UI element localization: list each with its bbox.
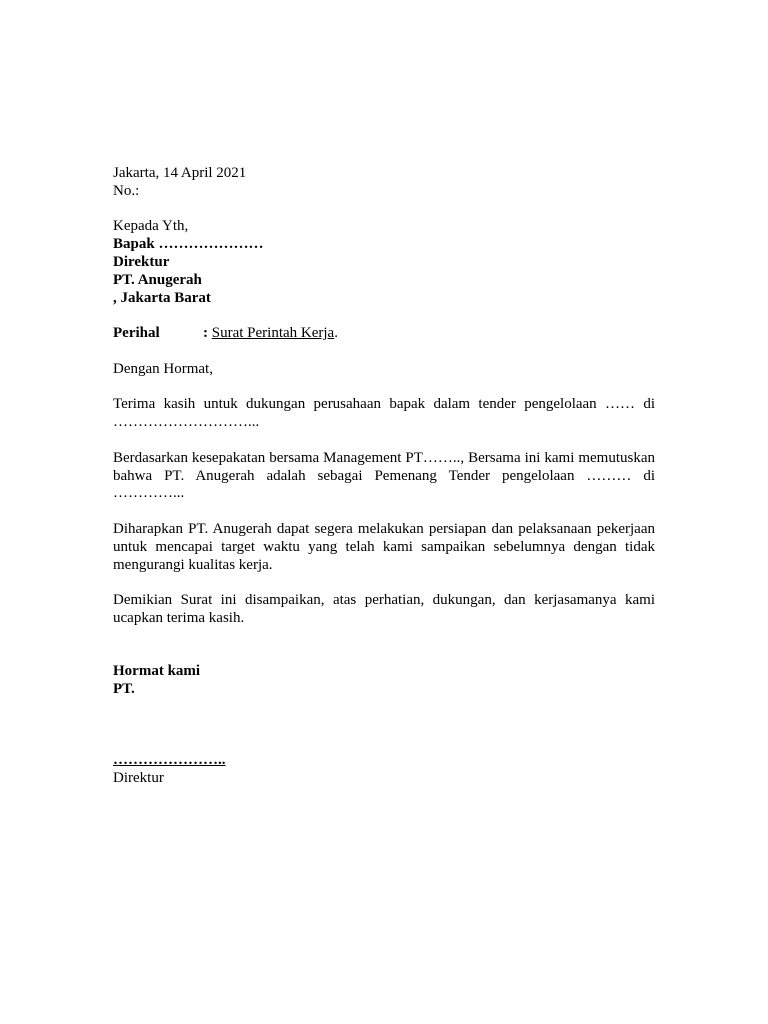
body-paragraph-3: Diharapkan PT. Anugerah dapat segera melakukan persiapan dan pelaksanaan pekerjaan untuk mencapai target waktu yang telah kami sampaikan sebelumnya dengan tidak mengurangi kualitas kerja. [113, 520, 655, 573]
spacer [113, 379, 655, 397]
signature-line: ………………….. [113, 752, 226, 769]
subject-text: Surat Perintah Kerja [211, 325, 335, 342]
spacer [113, 503, 655, 521]
spacer [113, 628, 655, 663]
place-date: Jakarta, 14 April 2021 [113, 165, 247, 181]
body-paragraph-1: Terima kasih untuk dukungan perusahaan bapak dalam tender pengelolaan …… di ………………………... [113, 396, 655, 431]
recipient-name: Bapak ………………… [113, 236, 264, 253]
recipient-location: , Jakarta Barat [113, 289, 211, 306]
recipient-greeting: Kepada Yth, [113, 218, 189, 235]
subject-colon: : [203, 325, 212, 342]
spacer [113, 201, 655, 219]
signature-space [113, 698, 655, 752]
closing-regards: Hormat kami [113, 662, 201, 679]
subject-end: . [334, 325, 338, 342]
recipient-company: PT. Anugerah [113, 271, 202, 288]
signer-title: Direktur [113, 770, 164, 787]
subject-label: Perihal [113, 325, 160, 342]
recipient-title: Direktur [113, 253, 170, 270]
subject-line [113, 325, 655, 343]
body-paragraph-2: Berdasarkan kesepakatan bersama Management PT…….., Bersama ini kami memutuskan bahwa PT. Anugerah adalah sebagai Pemenang Tender pengelolaan ……… di …………... [113, 449, 655, 502]
letter-number: No.: [113, 182, 140, 199]
spacer [113, 307, 655, 325]
spacer [113, 432, 655, 450]
letter-page [113, 165, 655, 788]
spacer [113, 343, 655, 361]
salutation: Dengan Hormat, [113, 360, 213, 377]
closing-company: PT. [113, 680, 135, 697]
body-paragraph-4: Demikian Surat ini disampaikan, atas perhatian, dukungan, dan kerjasamanya kami ucapkan terima kasih. [113, 592, 655, 626]
spacer [113, 574, 655, 592]
